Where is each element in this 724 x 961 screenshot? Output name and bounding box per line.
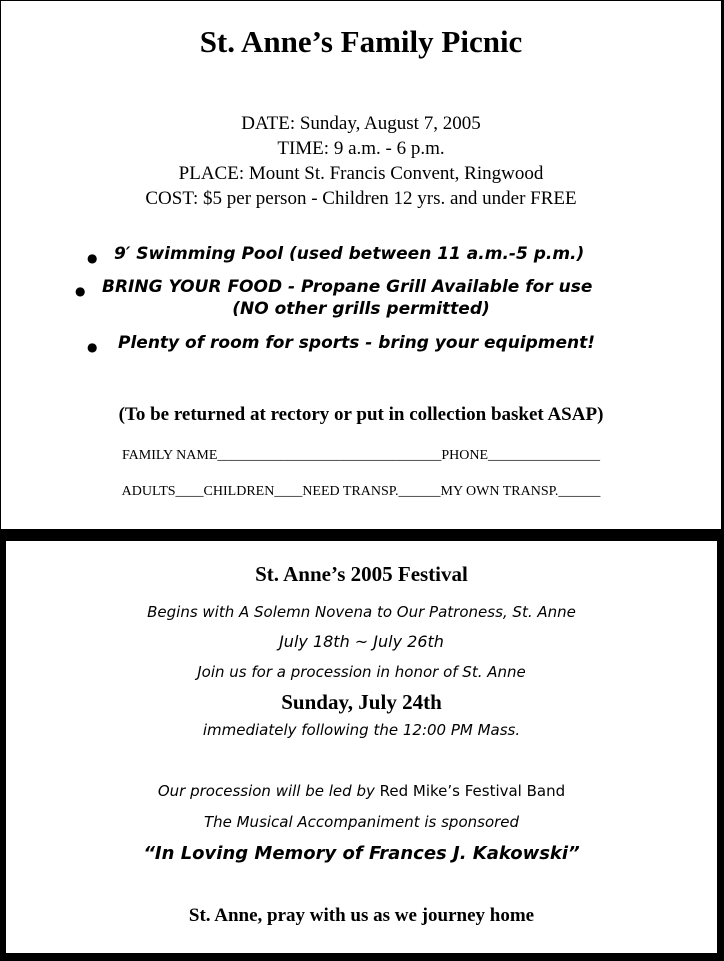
sponsor-text: The Musical Accompaniment is sponsored (203, 813, 520, 831)
bullet-pool: 9′ Swimming Pool (used between 11 a.m.-5 p.m.) (114, 244, 585, 264)
procession-time: immediately following the 12:00 PM Mass. (202, 721, 521, 739)
form-family-phone: FAMILY NAME________________________________PHONE________________ (121, 448, 601, 463)
closing-prayer: St. Anne, pray with us as we journey home (188, 905, 535, 926)
bullet-food-continued: (NO other grills permitted) (232, 299, 490, 319)
novena-dates: July 18th ~ July 26th (279, 632, 444, 651)
picnic-title: St. Anne’s Family Picnic (199, 24, 523, 59)
picnic-cost: COST: $5 per person - Children 12 yrs. and under FREE (145, 188, 577, 209)
bullet-food: BRING YOUR FOOD - Propane Grill Available for use (102, 277, 593, 297)
picnic-time: TIME: 9 a.m. - 6 p.m. (277, 138, 445, 159)
festival-flyer (6, 541, 717, 953)
return-note: (To be returned at rectory or put in collection basket ASAP) (118, 404, 604, 425)
memory-dedication: “In Loving Memory of Frances J. Kakowski” (143, 843, 580, 864)
picnic-place: PLACE: Mount St. Francis Convent, Ringwood (178, 163, 544, 184)
form-attendance: ADULTS____CHILDREN____NEED TRANSP.______MY OWN TRANSP.______ (121, 484, 601, 499)
band-line (6, 782, 717, 800)
picnic-date: DATE: Sunday, August 7, 2005 (241, 113, 481, 134)
bullet-sports: Plenty of room for sports - bring your equipment! (118, 333, 596, 353)
festival-title: St. Anne’s 2005 Festival (255, 562, 468, 586)
novena-text: Begins with A Solemn Novena to Our Patroness, St. Anne (147, 603, 576, 621)
bullet-icon: ● (87, 340, 98, 354)
bullet-icon: ● (87, 251, 98, 265)
bullet-icon: ● (75, 284, 86, 298)
procession-date: Sunday, July 24th (281, 690, 442, 714)
procession-invite: Join us for a procession in honor of St. Anne (197, 663, 526, 681)
band-prefix: Our procession will be led by (157, 782, 380, 800)
band-name: Red Mike’s Festival Band (379, 782, 566, 800)
